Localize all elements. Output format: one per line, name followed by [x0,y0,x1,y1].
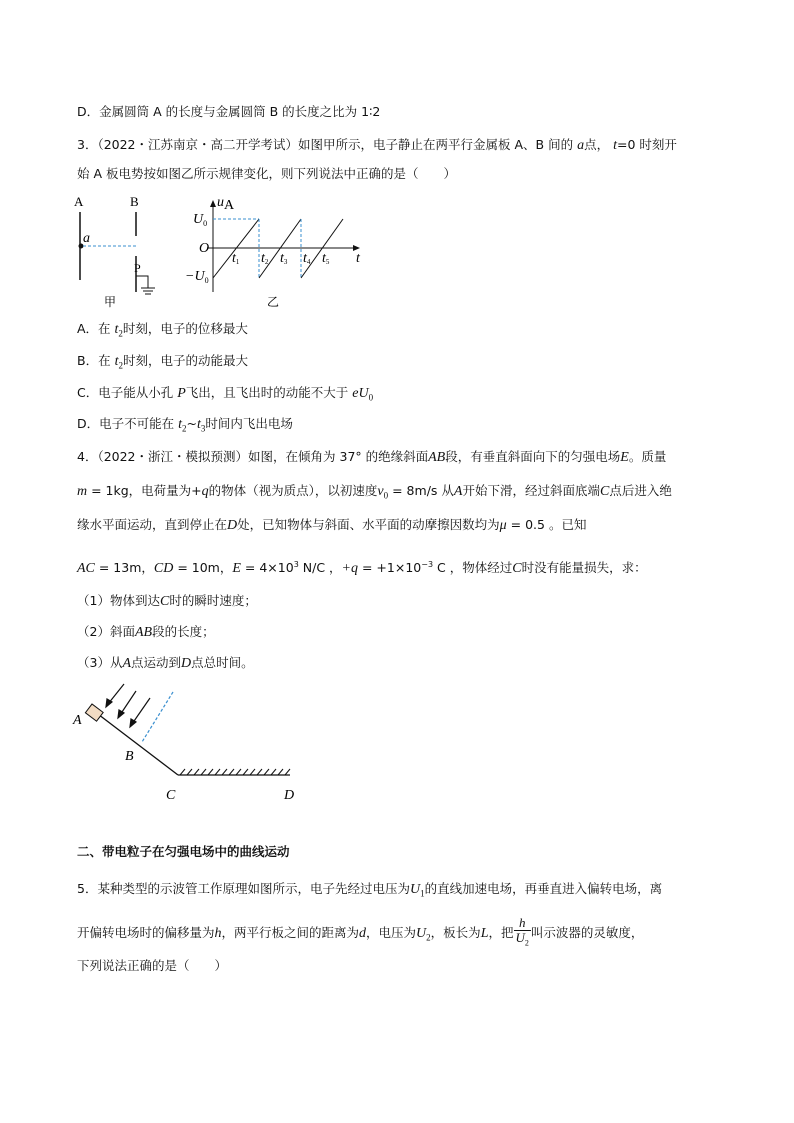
q5-l1-pre: 5．某种类型的示波管工作原理如图所示，电子先经过电压为 [77,881,410,896]
q4-s1-C: C [159,594,170,609]
q5-l2-Usub: 2 [426,932,431,943]
q4-l4-AC: AC [77,561,95,577]
q4-l4-post: 时没有能量损失，求： [521,560,647,576]
q3-stem-text: 3．（2022・江苏南京・高二开学考试）如图甲所示，电子静止在两平行金属板 A、B 间的 [77,137,574,152]
q4-l2-q: q [201,484,209,499]
q4-s3-A: A [122,656,132,671]
yi-origin-label: O [199,241,210,256]
q5-line2 [77,916,643,952]
q5-l1-U: U [409,882,421,897]
yi-y-arrow [210,200,216,207]
q3-stem-mid: 点， [584,137,610,152]
q3-option-a-pre: A．在 [77,321,115,336]
fraction-denominator-U: U [515,930,525,945]
q4-l4-Eunit: N/C ， [298,560,342,576]
q4-l4-qexp: −3 [421,560,434,569]
q3-option-b-pre: B．在 [77,353,115,368]
jia-label-P: P [134,261,141,275]
q5-l1-Usub: 1 [420,888,425,899]
prev-option-d: D．金属圆筒 A 的长度与金属圆筒 B 的长度之比为 1∶2 [77,104,381,119]
q4-l3-D: D [227,518,238,533]
q5-l2-mid: ，两平行板之间的距离为 [221,924,360,940]
q4-l3-mid: 处，已知物体与斜面、水平面的动摩擦因数均为 [237,517,500,532]
q5-l2-mid4: ，把 [488,924,514,940]
q4-l2-mid: 的物体（视为质点），以初速度 [208,483,378,498]
q4-s3-pre: （3）从 [77,655,123,670]
q4-l2-vsub: 0 [383,490,389,501]
q3-option-b-t: t [114,354,119,369]
q4-l1-mid: 段，有垂直斜面向下的匀强电场 [445,449,621,464]
q4-l4-q: +q [341,561,358,577]
q3-option-b-sub: 2 [118,360,123,371]
q3-option-d-post: 时间内飞出电场 [205,416,293,431]
q4-s1-pre: （1）物体到达 [77,593,160,608]
q4-l2-m: m [77,484,88,499]
q5-l2-U: U [416,925,427,941]
q4-l2-eq: = 1kg，电荷量为+ [87,483,202,498]
q4-l4-C: C [512,561,522,577]
section2-title: 二、带电粒子在匀强电场中的曲线运动 [77,844,290,859]
incline-label-D: D [284,788,295,803]
q3-option-c-P: P [177,386,186,401]
fraction-denominator [514,931,531,951]
q4-l4-CDv: = 10m， [173,560,233,576]
yi-t1: t1 [232,251,240,266]
q3-option-a [77,320,248,343]
q4-sub3 [77,654,254,673]
q4-l3-mu: μ [499,518,507,533]
q3-option-d-t2: t [178,417,182,432]
incline-label-A: A [73,713,82,728]
q4-l2-veq: = 8m/s 从 [388,483,454,498]
yi-t-axis-label: t [356,251,360,266]
q4-sub2 [77,623,215,642]
fraction-denominator-sub: 2 [524,938,529,948]
q4-l1-AB: AB [428,450,446,465]
q4-incline-figure [68,680,308,805]
q3-stem-line1 [77,136,677,155]
q3-t-var: t [613,138,617,153]
q3-figure-yi [185,192,370,310]
q3-option-d-pre: D．电子不可能在 [77,416,179,431]
q5-l2-L: L [480,925,489,941]
fraction-numerator: h [514,916,531,931]
q4-l1-post: 。质量 [628,449,667,464]
q3-point-a: a [577,138,585,153]
q4-s3-D: D [181,656,192,671]
q5-l2-post: 叫示波器的灵敏度， [530,924,644,940]
q5-l2-mid2: ，电压为 [366,924,417,940]
q4-sub1 [77,592,257,611]
q4-line1 [77,448,666,467]
q4-line3 [77,516,586,535]
yi-t5: t5 [322,251,330,266]
q4-l2-v: v [377,484,384,499]
q3-option-c-sub: 0 [368,392,374,403]
sensitivity-fraction [514,916,531,951]
q5-l2-h: h [214,925,222,941]
q5-line3: 下列说法正确的是（ ） [77,958,228,973]
q4-l4-Eexp: 3 [293,560,299,569]
incline-label-C: C [166,788,176,803]
q3-option-a-t: t [114,322,119,337]
jia-label-B: B [130,194,139,209]
q4-l4-E: E [232,561,241,577]
q4-l4-Ev: = 4×10 [240,560,294,576]
q4-line4 [77,556,647,578]
q5-l2-mid3: ，板长为 [430,924,481,940]
q4-l4-qunit: C ，物体经过 [433,560,513,576]
q3-option-d-t3: t [196,417,201,432]
q4-l3-post: = 0.5 。已知 [506,517,587,532]
yi-U0-label: $U_0$ [193,212,208,228]
incline-hatching [180,769,290,775]
q3-stem-line2: 始 A 板电势按如图乙所示规律变化，则下列说法中正确的是（ ） [77,166,456,181]
yi-t4: t4 [303,251,311,266]
field-arrows [106,684,150,727]
q4-l4-qv: = +1×10 [358,560,422,576]
q3-option-d-tilde: ~ [186,416,197,431]
q4-l1-E: E [620,450,629,465]
q3-option-c-mid: 飞出，且飞出时的动能不大于 [185,385,353,400]
q3-option-b-post: 时刻，电子的动能最大 [122,353,248,368]
q3-option-b [77,352,248,375]
q5-l2-pre: 开偏转电场时的偏移量为 [77,924,215,940]
q3-stem-eq0: =0 时刻开 [616,137,677,152]
yi-negU0-label: $-U_0$ [185,269,209,285]
q3-option-c [77,384,373,407]
q4-l4-CD: CD [153,561,174,577]
q4-s2-AB: AB [134,625,153,640]
q4-l1-pre: 4．（2022・浙江・模拟预测）如图，在倾角为 37° 的绝缘斜面 [77,449,429,464]
q4-l3-pre: 缘水平面运动，直到停止在 [77,517,228,532]
incline-label-B: B [125,749,134,764]
q4-s3-post: 点总时间。 [191,655,254,670]
q3-option-d [77,415,293,438]
q4-l2-C: C [599,484,610,499]
incline-slope [90,708,178,775]
q4-s2-post: 段的长度； [152,624,215,639]
q4-l4-ACv: = 13m， [94,560,154,576]
q3-option-c-pre: C．电子能从小孔 [77,385,178,400]
jia-label-A: A [74,194,84,209]
q4-l2-A: A [453,484,463,499]
yi-t2: t2 [261,251,269,266]
q4-line2 [77,482,672,505]
q4-l2-post: 点后进入绝 [609,483,672,498]
jia-label-a: a [83,231,90,246]
yi-u-label: uA [217,195,235,213]
q3-option-a-sub: 2 [118,328,123,339]
q3-figure-jia [68,192,168,310]
incline-block [85,704,103,721]
q3-option-d-sub3: 3 [200,423,206,434]
q3-option-d-sub2: 2 [182,423,187,434]
yi-t3: t3 [280,251,288,266]
q4-s3-mid: 点运动到 [131,655,182,670]
jia-ground-wire [136,276,148,288]
q3-option-a-post: 时刻，电子的位移最大 [122,321,248,336]
field-boundary-dashed [142,692,173,742]
q5-l2-d: d [359,925,367,941]
q5-l1-post: 的直线加速电场，再垂直进入偏转电场，离 [424,881,663,896]
q5-line1 [77,880,662,903]
q4-s2-pre: （2）斜面 [77,624,135,639]
jia-caption: 甲 [104,295,117,309]
q4-s1-post: 时的瞬时速度； [169,593,257,608]
yi-caption: 乙 [267,295,280,309]
q4-l2-mid2: 开始下滑，经过斜面底端 [462,483,600,498]
q3-option-c-eU: eU [352,386,369,401]
